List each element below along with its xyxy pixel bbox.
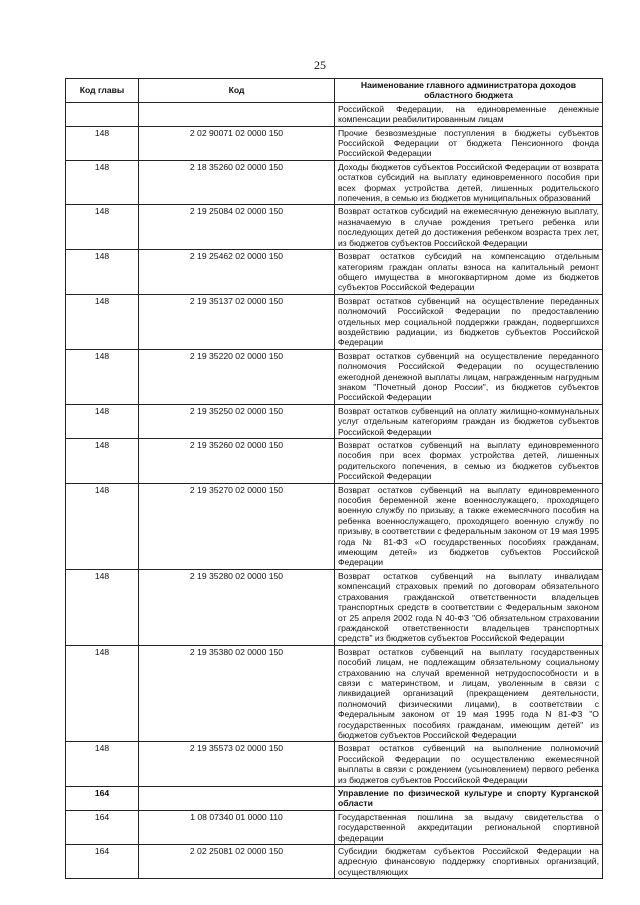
page-number: 25 [314, 58, 326, 72]
table-row [66, 645, 603, 742]
cell-code: 2 19 35280 02 0000 150 [139, 569, 335, 645]
cell-administrator-name: Возврат остатков субвенций на выплату единовременного пособия при всех формах устройства детей, лишенных родительского попечения, в семью из бюджетов субъектов Российской Федерации [335, 439, 603, 484]
table-row [66, 845, 603, 879]
cell-code: 2 19 35260 02 0000 150 [139, 439, 335, 484]
cell-code: 2 02 90071 02 0000 150 [139, 126, 335, 160]
cell-chapter-code: 148 [66, 205, 139, 250]
cell-chapter-code: 148 [66, 483, 139, 569]
cell-administrator-name: Возврат остатков субвенций на выплату единовременного пособия беременной жене военнослужащего, проходящего военную службу по призыву, а также ежемесячного пособия на ребенка военнослужащего, проходящего военную службу по призыву, в соответствии с федеральным законом от 19 мая 1995 года № 81-ФЗ «О государственных пособиях гражданам, имеющим детей» из бюджетов субъектов Российской Федерации [335, 483, 603, 569]
table-header-row [66, 79, 603, 103]
table-row [66, 439, 603, 484]
cell-administrator-name: Управление по физической культуре и спорту Курганской области [335, 787, 603, 811]
table-row [66, 569, 603, 645]
cell-code [139, 787, 335, 811]
cell-administrator-name: Возврат остатков субвенций на выплату инвалидам компенсаций страховых премий по договорам обязательного страхования гражданской ответственности владельцев транспортных средств в соответствии с Федеральным законом от 25 апреля 2002 года N 40-ФЗ "Об обязательном страховании гражданской ответственности владельцев транспортных средств" из бюджетов субъектов Российской Федерации [335, 569, 603, 645]
table-row [66, 483, 603, 569]
table-row [66, 742, 603, 787]
table-row [66, 294, 603, 349]
cell-chapter-code: 148 [66, 294, 139, 349]
table-row [66, 205, 603, 250]
cell-code: 2 19 25084 02 0000 150 [139, 205, 335, 250]
cell-administrator-name: Возврат остатков субвенций на осуществление переданного полномочия Российской Федерации по осуществлению ежегодной денежной выплаты лицам, награжденным нагрудным знаком "Почетный донор России", из бюджетов субъектов Российской Федерации [335, 349, 603, 404]
cell-administrator-name: Доходы бюджетов субъектов Российской Федерации от возврата остатков субсидий на выплату единовременного пособия при всех формах устройства детей, лишенных родительского попечения, в семью из бюджетов муниципальных образований [335, 160, 603, 205]
table-row [66, 126, 603, 160]
cell-code: 2 19 25462 02 0000 150 [139, 250, 335, 295]
table-row [66, 102, 603, 126]
cell-chapter-code: 148 [66, 569, 139, 645]
cell-chapter-code: 164 [66, 810, 139, 844]
cell-administrator-name: Возврат остатков субвенций на выполнение полномочий Российской Федерации по осуществлению ежемесячной выплаты в связи с рождением (усыновлением) первого ребенка из бюджетов субъектов Российской Федерации [335, 742, 603, 787]
cell-administrator-name: Возврат остатков субвенций на выплату государственных пособий лицам, не подлежащим обязательному социальному страхованию на случай временной нетрудоспособности и в связи с материнством, и лицам, уволенным в связи с ликвидацией организаций (прекращением деятельности, полномочий физическими лицами), в соответствии с Федеральным законом от 19 мая 1995 года N 81-ФЗ "О государственных пособиях гражданам, имеющим детей" из бюджетов субъектов Российской Федерации [335, 645, 603, 742]
table-body [66, 102, 603, 878]
cell-administrator-name: Возврат остатков субсидий на ежемесячную денежную выплату, назначаемую в случае рождения третьего ребенка или последующих детей до достижения ребенком возраста трех лет, из бюджетов субъектов Российской Федерации [335, 205, 603, 250]
table-row [66, 404, 603, 438]
cell-code: 2 19 35573 02 0000 150 [139, 742, 335, 787]
table-row [66, 250, 603, 295]
cell-code: 2 19 35137 02 0000 150 [139, 294, 335, 349]
cell-administrator-name: Возврат остатков субвенций на оплату жилищно-коммунальных услуг отдельным категориям граждан из бюджетов субъектов Российской Федерации [335, 404, 603, 438]
table-row [66, 349, 603, 404]
table-row [66, 160, 603, 205]
cell-chapter-code: 148 [66, 742, 139, 787]
cell-chapter-code: 148 [66, 160, 139, 205]
cell-administrator-name: Возврат остатков субсидий на компенсацию отдельным категориям граждан оплаты взноса на капитальный ремонт общего имущества в многоквартирном доме из бюджетов субъектов Российской Федерации [335, 250, 603, 295]
header-administrator-name: Наименование главного администратора доходов областного бюджета [335, 79, 603, 103]
cell-code: 2 19 35270 02 0000 150 [139, 483, 335, 569]
header-chapter-code: Код главы [66, 79, 139, 103]
cell-chapter-code: 164 [66, 787, 139, 811]
cell-administrator-name: Прочие безвозмездные поступления в бюджеты субъектов Российской Федерации от бюджета Пенсионного фонда Российской Федерации [335, 126, 603, 160]
cell-code: 2 02 25081 02 0000 150 [139, 845, 335, 879]
cell-chapter-code: 148 [66, 645, 139, 742]
cell-code: 1 08 07340 01 0000 110 [139, 810, 335, 844]
cell-administrator-name: Субсидии бюджетам субъектов Российской Федерации на адресную финансовую поддержку спортивных организаций, осуществляющих [335, 845, 603, 879]
cell-chapter-code: 148 [66, 404, 139, 438]
cell-chapter-code: 148 [66, 126, 139, 160]
revenue-codes-table [65, 78, 603, 879]
cell-chapter-code: 148 [66, 439, 139, 484]
table-row [66, 810, 603, 844]
cell-chapter-code: 148 [66, 349, 139, 404]
cell-chapter-code [66, 102, 139, 126]
cell-administrator-name: Российской Федерации, на единовременные денежные компенсации реабилитированным лицам [335, 102, 603, 126]
table-row [66, 787, 603, 811]
cell-code: 2 19 35220 02 0000 150 [139, 349, 335, 404]
header-code: Код [139, 79, 335, 103]
cell-administrator-name: Возврат остатков субвенций на осуществление переданных полномочий Российской Федерации по предоставлению отдельных мер социальной поддержки граждан, подвергшихся воздействию радиации, из бюджетов субъектов Российской Федерации [335, 294, 603, 349]
cell-code [139, 102, 335, 126]
cell-administrator-name: Государственная пошлина за выдачу свидетельства о государственной аккредитации региональной спортивной федерации [335, 810, 603, 844]
cell-code: 2 18 35260 02 0000 150 [139, 160, 335, 205]
cell-chapter-code: 164 [66, 845, 139, 879]
cell-code: 2 19 35250 02 0000 150 [139, 404, 335, 438]
cell-code: 2 19 35380 02 0000 150 [139, 645, 335, 742]
cell-chapter-code: 148 [66, 250, 139, 295]
